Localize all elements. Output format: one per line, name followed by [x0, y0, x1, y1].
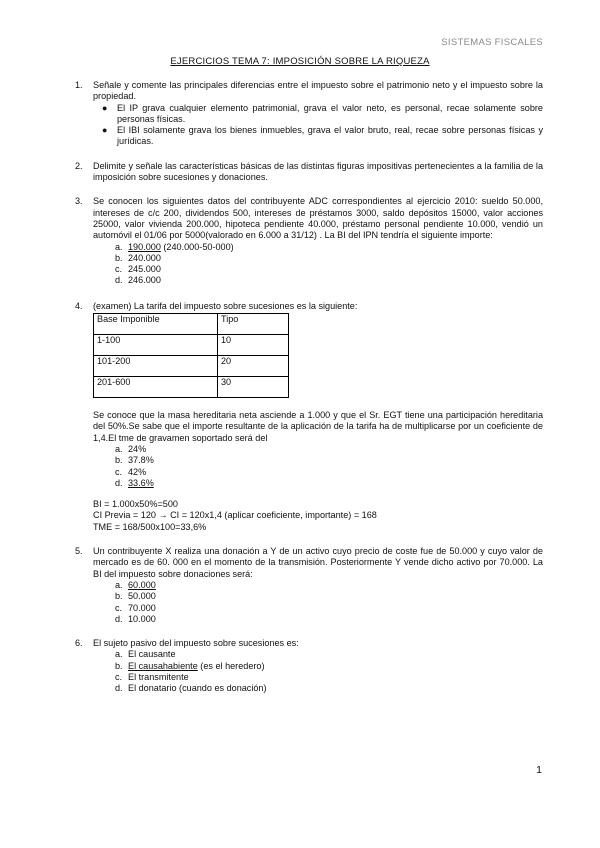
page-number: 1	[536, 764, 542, 776]
bullet-icon: ●	[102, 125, 108, 136]
solution-calculation	[93, 499, 543, 533]
bullet-icon: ●	[102, 102, 108, 113]
answer-options	[93, 580, 543, 625]
exercise-text: Delimite y señale las características básicas de las distintas figuras impositivas pertenecientes a la familia de la imposición sobre sucesiones y donaciones.	[93, 160, 543, 183]
option-item: b. 37.8%	[115, 455, 154, 466]
correct-answer: 60.000	[128, 579, 156, 590]
option-item: c. El transmitente	[115, 671, 189, 682]
exercise-text: Señale y comente las principales diferencias entre el impuesto sobre el patrimonio neto y el impuesto sobre la propiedad.	[93, 80, 543, 102]
exercise-3	[75, 196, 543, 286]
calc-line: TME = 168/500x100=33,6%	[93, 521, 207, 532]
table-row	[94, 356, 289, 377]
table-row	[94, 377, 289, 398]
exercise-text: Un contribuyente X realiza una donación a Y de un activo cuyo precio de coste fue de 50.000 y cuyo valor de mercado es de 60. 000 en el momento de la transmisión. Posteriormente Y vende dicho activo por 70.000. La BI del impuesto sobre donaciones será:	[93, 546, 543, 579]
tax-rate-table	[93, 313, 289, 398]
exercise-list	[75, 80, 543, 706]
exercise-number: 5.	[75, 546, 83, 557]
page-header: SISTEMAS FISCALES	[441, 37, 543, 48]
correct-answer: El causahabiente	[128, 660, 198, 671]
table-cell: 101-200	[94, 356, 218, 377]
option-item: d. 246.000	[115, 275, 161, 286]
exercise-4	[75, 301, 543, 533]
option-item: c. 42%	[115, 466, 147, 477]
option-item: d. 33.6%	[115, 477, 154, 488]
option-item: a. 190.000 (240.000-50-000)	[115, 241, 234, 252]
table-cell: 30	[218, 377, 289, 398]
table-header-cell: Base Imponible	[94, 314, 218, 335]
exercise-6	[75, 638, 543, 694]
bullet-item: ● El IP grava cualquier elemento patrimonial, grava el valor neto, es personal, recae solamente sobre personas físicas.	[102, 102, 543, 124]
exercise-text: (examen) La tarifa del impuesto sobre sucesiones es la siguiente:	[93, 300, 358, 311]
bullet-item: ● El IBI solamente grava los bienes inmuebles, grava el valor bruto, real, recae sobre personas físicas y jurídicas.	[102, 125, 543, 147]
option-item: c. 245.000	[115, 264, 161, 275]
option-item: b. 240.000	[115, 252, 161, 263]
exercise-text-continued: Se conoce que la masa hereditaria neta asciende a 1.000 y que el Sr. EGT tiene una participación hereditaria del 50%.Se sabe que el importe resultante de la aplicación de la tarifa ha de multiplicarse por un coeficiente de 1,4.El tme de gravamen soportado será del	[93, 410, 543, 443]
table-row	[94, 335, 289, 356]
table-cell: 201-600	[94, 377, 218, 398]
option-item: d. El donatario (cuando es donación)	[115, 683, 267, 694]
calc-line: CI Previa = 120 → CI = 120x1,4 (aplicar coeficiente, importante) = 168	[93, 510, 377, 521]
answer-options	[93, 444, 543, 489]
exercise-number: 2.	[75, 160, 83, 171]
exercise-number: 4.	[75, 300, 83, 311]
calc-line: BI = 1.000x50%=500	[93, 499, 178, 510]
exercise-2	[75, 161, 543, 184]
option-item: b. El causahabiente (es el heredero)	[115, 660, 265, 671]
exercise-number: 6.	[75, 638, 83, 649]
answer-note: (es el heredero)	[197, 660, 265, 671]
table-cell: 10	[218, 335, 289, 356]
exercise-text: Se conocen los siguientes datos del contribuyente ADC correspondientes al ejercicio 2010: sueldo 50.000, intereses de c/c 200, dividendos 500, intereses de préstamos 3000, saldo depósitos 15000, valor acciones 25000, valor vivienda 200.000, hipoteca pendiente 40.000, préstamo personal pendiente 10.000, vendió un automóvil el 01/06 por 5000(valorado en 6.000 a 31/12) . La BI del IPN tendría el siguiente importe:	[93, 196, 543, 241]
correct-answer: 190.000	[128, 241, 161, 252]
exercise-text: El sujeto pasivo del impuesto sobre sucesiones es:	[93, 638, 299, 649]
table-cell: 1-100	[94, 335, 218, 356]
option-item: d. 10.000	[115, 613, 156, 624]
option-item: a. 60.000	[115, 579, 156, 590]
table-cell: 20	[218, 356, 289, 377]
exercise-1	[75, 80, 543, 148]
option-item: c. 70.000	[115, 602, 156, 613]
answer-options	[93, 242, 543, 287]
answer-options	[93, 649, 543, 694]
exercise-5	[75, 546, 543, 625]
page-title: EJERCICIOS TEMA 7: IMPOSICIÓN SOBRE LA RIQUEZA	[170, 56, 430, 67]
option-item: b. 50.000	[115, 591, 156, 602]
option-item: a. El causante	[115, 649, 176, 660]
option-item: a. 24%	[115, 443, 147, 454]
correct-answer: 33.6%	[128, 477, 154, 488]
exercise-number: 3.	[75, 196, 83, 207]
table-header-cell: Tipo	[218, 314, 289, 335]
answer-note: (240.000-50-000)	[160, 241, 234, 252]
answer-bullets	[93, 103, 543, 148]
table-header-row	[94, 314, 289, 335]
exercise-number: 1.	[75, 80, 83, 90]
